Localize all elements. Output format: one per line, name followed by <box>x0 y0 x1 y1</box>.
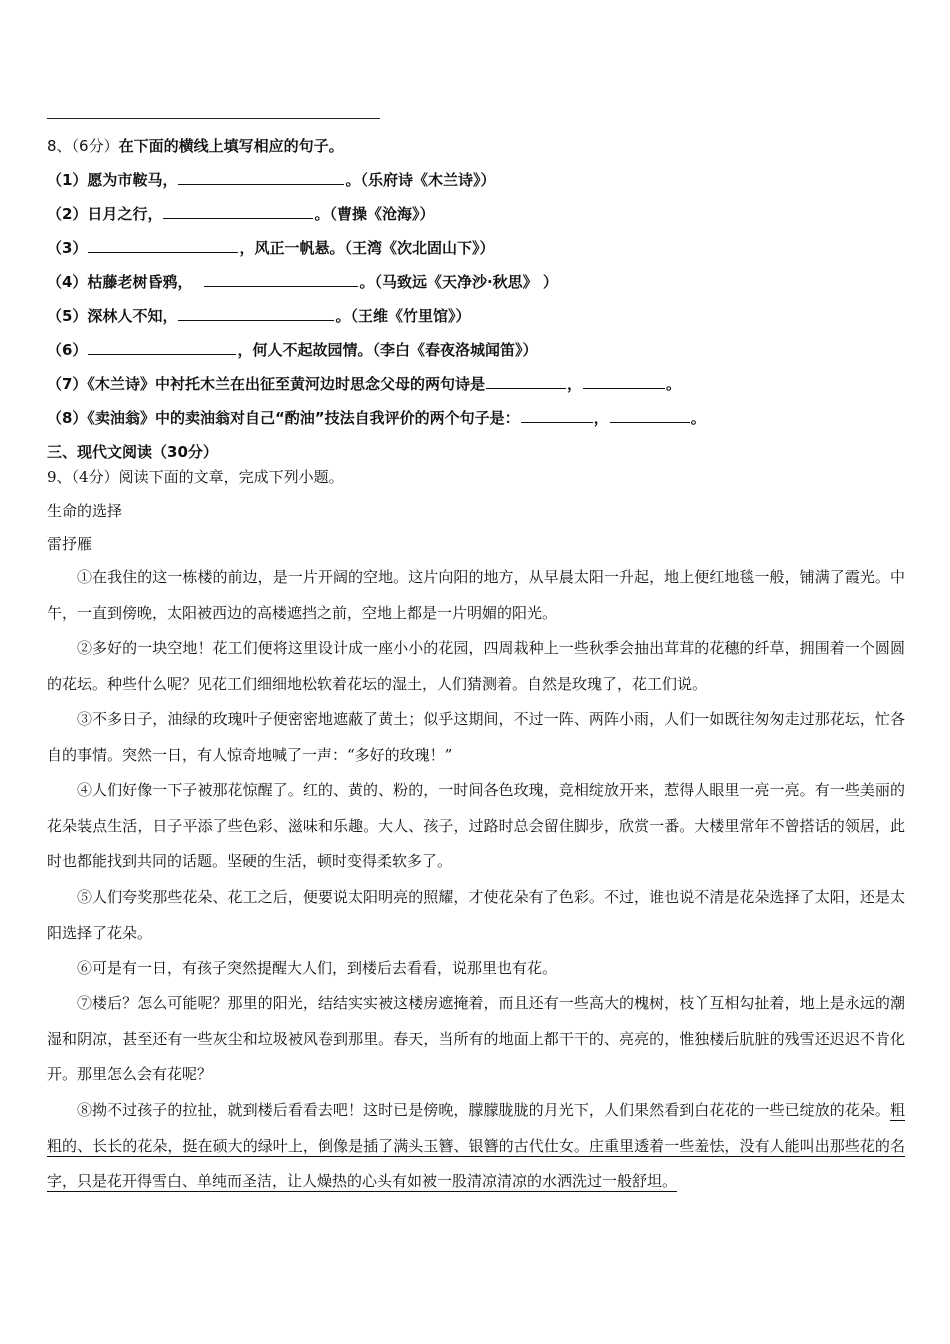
article-paragraph-8 <box>47 1093 905 1200</box>
q8-item-2-pre: （2）日月之行， <box>47 205 163 223</box>
q8-item-1 <box>47 170 495 190</box>
q8-item-4-post: 。（马致远《天净沙·秋思》 ） <box>359 273 558 291</box>
article-title: 生命的选择 <box>47 502 123 520</box>
answer-blank[interactable] <box>583 374 665 389</box>
q8-item-3-pre: （3） <box>47 239 88 257</box>
article-paragraph-4: ④人们好像一下子被那花惊醒了。红的、黄的、粉的，一时间各色玫瑰，竞相绽放开来，惹得人眼里一亮一亮。有一些美丽的花朵装点生活，日子平添了些色彩、滋味和乐趣。大人、孩子，过路时总会留住脚步，欣赏一番。大楼里常年不曾搭话的领居，此时也都能找到共同的话题。坚硬的生活，顿时变得柔软多了。 <box>47 781 905 870</box>
answer-blank[interactable] <box>178 306 334 321</box>
article-paragraph-7: ⑦楼后？怎么可能呢？那里的阳光，结结实实被这楼房遮掩着，而且还有一些高大的槐树，枝丫互相勾扯着，地上是永远的潮湿和阴凉，甚至还有一些灰尘和垃圾被风卷到那里。春天，当所有的地面上都干干的、亮亮的，惟独楼后肮脏的残雪还迟迟不肯化开。那里怎么会有花呢？ <box>47 994 905 1083</box>
q8-item-7-pre: （7）《木兰诗》中衬托木兰在出征至黄河边时思念父母的两句诗是 <box>47 375 485 393</box>
q8-item-8-mid: ， <box>593 409 609 427</box>
q8-item-2-post: 。（曹操《沧海》） <box>314 205 435 223</box>
article-author: 雷抒雁 <box>47 535 93 553</box>
q8-item-7-mid: ， <box>566 375 582 393</box>
answer-blank[interactable] <box>178 170 344 185</box>
answer-blank[interactable] <box>486 374 566 389</box>
q8-item-6 <box>47 340 537 360</box>
answer-blank[interactable] <box>163 204 313 219</box>
q8-item-6-pre: （6） <box>47 341 88 359</box>
answer-blank[interactable] <box>88 340 236 355</box>
answer-line-top <box>47 118 380 119</box>
q8-item-1-post: 。（乐府诗《木兰诗》） <box>345 171 496 189</box>
q8-item-5 <box>47 306 470 326</box>
article-paragraph-6: ⑥可是有一日，有孩子突然提醒大人们，到楼后去看看，说那里也有花。 <box>77 959 558 977</box>
article-paragraph-5: ⑤人们夸奖那些花朵、花工之后，便要说太阳明亮的照耀，才使花朵有了色彩。不过，谁也说不清是花朵选择了太阳，还是太阳选择了花朵。 <box>47 888 905 942</box>
q8-instruction: 在下面的横线上填写相应的句子。 <box>118 137 344 155</box>
q8-item-2 <box>47 204 434 224</box>
q8-item-5-post: 。（王维《竹里馆》） <box>335 307 471 325</box>
q8-item-5-pre: （5）深林人不知， <box>47 307 178 325</box>
q8-item-4-pre: （4）枯藤老树昏鸦， <box>47 273 193 291</box>
q8-item-3 <box>47 238 494 258</box>
article-paragraph-1: ①在我住的这一栋楼的前边，是一片开阔的空地。这片向阳的地方，从早晨太阳一升起，地上便红地毯一般，铺满了霞光。中午，一直到傍晚，太阳被西边的高楼遮挡之前，空地上都是一片明媚的阳光。 <box>47 568 905 622</box>
underlined-passage: 粗粗的、长长的花朵，挺在硕大的绿叶上，倒像是插了满头玉簪、银簪的古代仕女。庄重里透着一些羞怯，没有人能叫出那些花的名字，只是花开得雪白、单纯而圣洁，让人燥热的心头有如被一股清凉清凉的水洒洗过一般舒坦。 <box>47 1101 905 1190</box>
q8-item-8 <box>47 408 706 428</box>
answer-blank[interactable] <box>204 272 358 287</box>
paragraph-8-text: ⑧拗不过孩子的拉扯，就到楼后看看去吧！这时已是傍晚，朦朦胧胧的月光下，人们果然看到白花花的一些已绽放的花朵。 <box>77 1101 890 1119</box>
q9-header: 9、（4分）阅读下面的文章，完成下列小题。 <box>47 468 344 486</box>
article-paragraph-3: ③不多日子，油绿的玫瑰叶子便密密地遮蔽了黄土；似乎这期间，不过一阵、两阵小雨，人们一如既往匆匆走过那花坛，忙各自的事情。突然一日，有人惊奇地喊了一声：“多好的玫瑰！” <box>47 710 905 764</box>
section-3-title: 三、现代文阅读（30分） <box>47 443 218 461</box>
q8-item-7-post: 。 <box>665 375 681 393</box>
q8-item-7 <box>47 374 681 394</box>
q8-item-1-pre: （1）愿为市鞍马， <box>47 171 178 189</box>
q8-item-4 <box>47 272 558 292</box>
q8-item-8-pre: （8）《卖油翁》中的卖油翁对自己“酌油”技法自我评价的两个句子是： <box>47 409 520 427</box>
answer-blank[interactable] <box>521 408 593 423</box>
q8-number: 8、（6分） <box>47 137 119 155</box>
q8-item-3-post: ，风正一帆悬。（王湾《次北固山下》） <box>239 239 495 257</box>
answer-blank[interactable] <box>610 408 690 423</box>
q8-item-6-post: ，何人不起故园情。（李白《春夜洛城闻笛》） <box>237 341 538 359</box>
q8-item-8-post: 。 <box>690 409 706 427</box>
answer-blank[interactable] <box>88 238 238 253</box>
q8-header <box>47 136 344 156</box>
article-paragraph-2: ②多好的一块空地！花工们便将这里设计成一座小小的花园，四周栽种上一些秋季会抽出茸茸的花穗的纤草，拥围着一个圆圆的花坛。种些什么呢？见花工们细细地松软着花坛的湿土，人们猜测着。自然是玫瑰了，花工们说。 <box>47 639 905 693</box>
